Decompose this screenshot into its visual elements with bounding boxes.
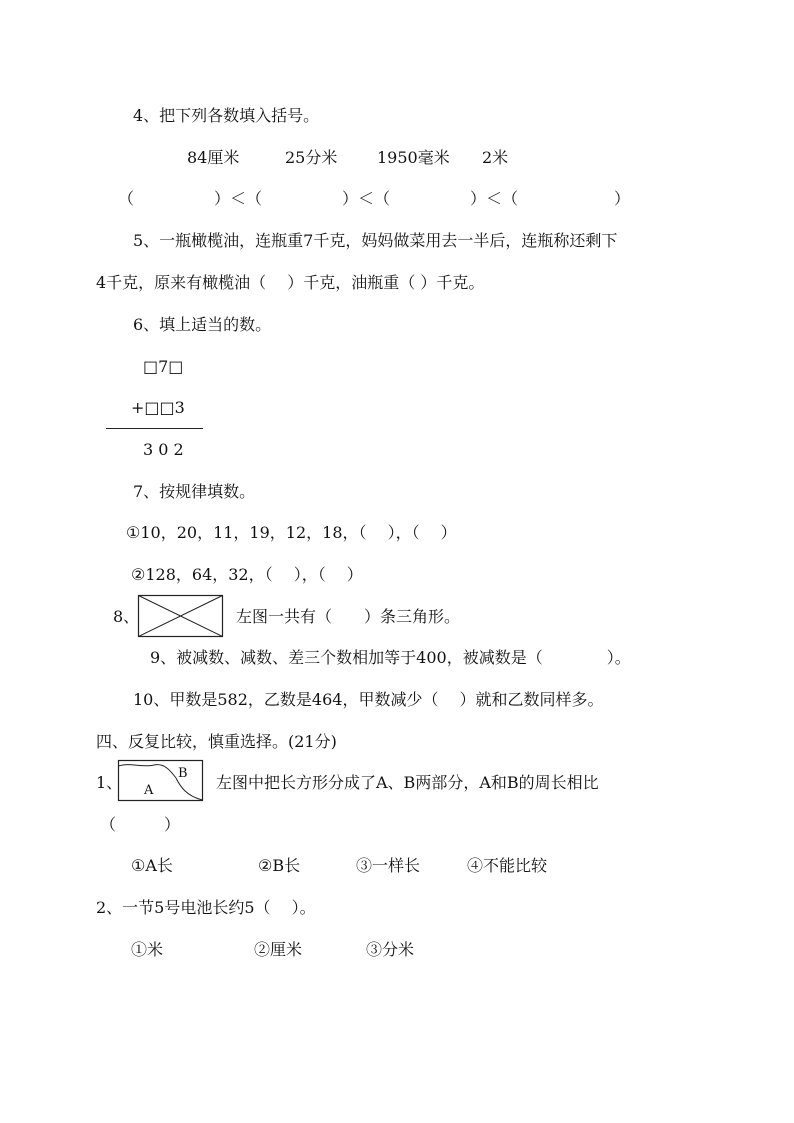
q4-text: 4、把下列各数填入括号。 — [133, 106, 320, 125]
q4-num-1: 84厘米 — [187, 148, 240, 167]
q5-line-2: 4千克，原来有橄榄油（ ）千克，油瓶重（ ）千克。 — [96, 273, 485, 292]
s1-answer-blank: （ ） — [100, 815, 181, 834]
s2-option-2: ②厘米 — [254, 940, 303, 959]
s1-number: 1、 — [96, 773, 123, 792]
s1-option-2: ②B长 — [258, 856, 301, 875]
q5-line-1: 5、一瓶橄榄油，连瓶重7千克，妈妈做菜用去一半后，连瓶称还剩下 — [133, 231, 618, 250]
s1-rectangle-figure — [118, 760, 204, 802]
s2-option-3: ③分米 — [366, 940, 415, 959]
q9-text: 9、被减数、减数、差三个数相加等于400，被减数是（ ）。 — [150, 648, 631, 667]
s1-option-4: ④不能比较 — [467, 856, 548, 875]
s2-option-1: ①米 — [131, 940, 164, 959]
s1-label-a: A — [144, 783, 154, 798]
s1-label-b: B — [178, 766, 188, 781]
s1-option-3: ③一样长 — [356, 856, 421, 875]
q8-rectangle-figure — [138, 595, 224, 638]
q7-sequence-1: ①10，20，11，19，12，18，（ ），（ ） — [126, 523, 457, 542]
q8-text: 左图一共有（ ）条三角形。 — [236, 607, 461, 626]
q4-compare-blanks: （ ）＜（ ）＜（ ）＜（ ） — [118, 189, 631, 208]
q6-addend-1: □7□ — [143, 357, 184, 376]
s1-text: 左图中把长方形分成了A、B两部分，A和B的周长相比 — [216, 773, 599, 792]
q6-addend-2: +□□3 — [131, 398, 185, 417]
q4-num-4: 2米 — [482, 148, 509, 167]
q6-sum-line — [106, 428, 203, 429]
s1-option-1: ①A长 — [131, 856, 173, 875]
q4-num-3: 1950毫米 — [377, 148, 450, 167]
q6-result: 3 0 2 — [143, 440, 184, 459]
s2-text: 2、一节5号电池长约5（ ）。 — [96, 898, 316, 917]
q4-num-2: 25分米 — [285, 148, 338, 167]
q7-text: 7、按规律填数。 — [133, 482, 256, 501]
q6-text: 6、填上适当的数。 — [133, 315, 272, 334]
q7-sequence-2: ②128，64，32，（ ），（ ） — [131, 565, 363, 584]
q8-number: 8、 — [113, 607, 140, 626]
q10-text: 10、甲数是582，乙数是464，甲数减少（ ）就和乙数同样多。 — [133, 690, 604, 709]
section-4-title: 四、反复比较，慎重选择。(21分) — [96, 732, 337, 751]
